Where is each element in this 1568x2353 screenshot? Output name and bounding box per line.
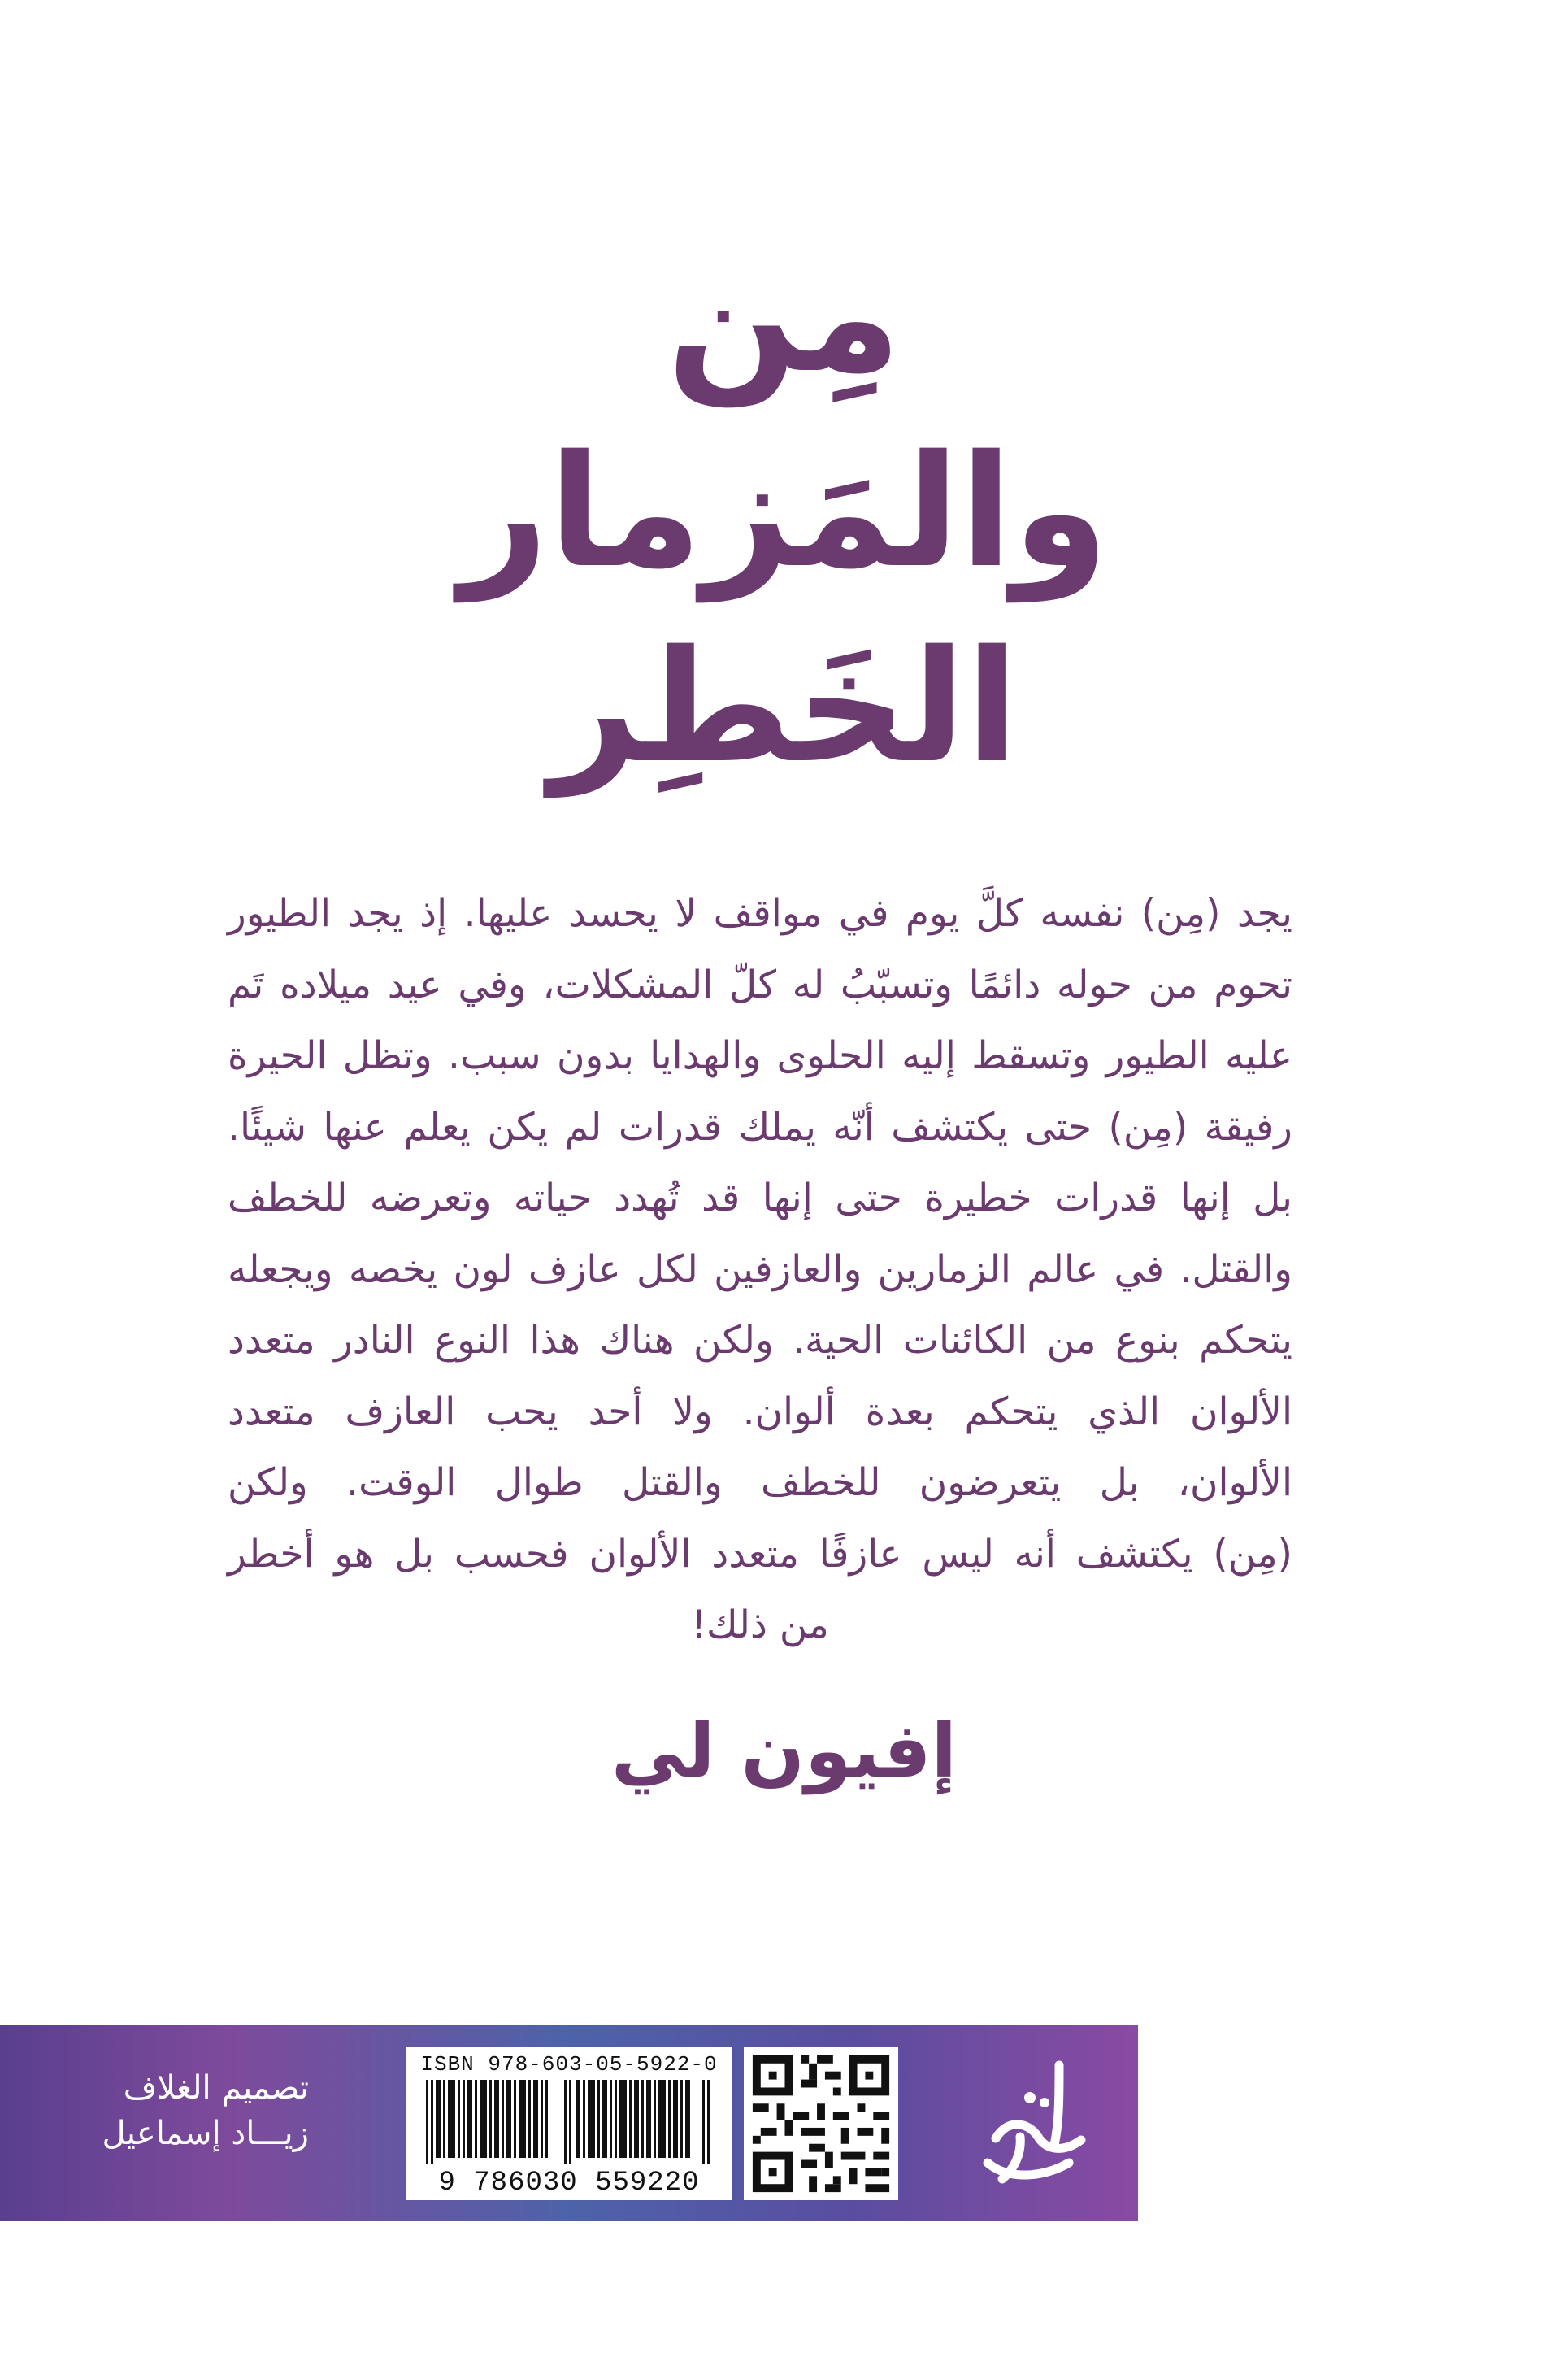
synopsis-line: عليه الطيور وتسقط إليه الحلوى والهدايا بدون سبب. وتظل الحيرة bbox=[228, 1033, 1292, 1078]
synopsis-line: (مِن) يكتشف أنه ليس عازفًا متعدد الألوان فحسب بل هو أخطر bbox=[228, 1531, 1292, 1577]
title-line-1: مِن bbox=[667, 227, 901, 407]
designer-name: زيـــاد إسماعيل bbox=[102, 2115, 309, 2152]
title-line-2: والمَزمار bbox=[459, 422, 1109, 602]
isbn-label: ISBN 978-603-05-5922-0 bbox=[420, 2052, 718, 2077]
cover-design-credit bbox=[65, 2065, 309, 2156]
synopsis-line: الألوان الذي يتحكم بعدة ألوان. ولا أحد يحب العازف متعدد bbox=[228, 1389, 1292, 1434]
barcode-icon bbox=[426, 2080, 712, 2164]
title-line-3: الخَطِر bbox=[549, 617, 1019, 797]
synopsis-line: رفيقة (مِن) حتى يكتشف أنّه يملك قدرات لم يكن يعلم عنها شيئًا. bbox=[228, 1104, 1292, 1150]
qr-code bbox=[744, 2047, 898, 2200]
synopsis-line: تحوم من حوله دائمًا وتسبّبُ له كلّ المشكلات، وفي عيد ميلاده تَم bbox=[228, 962, 1292, 1007]
synopsis-line-last: من ذلك! bbox=[691, 1603, 829, 1647]
author-name: إفيون لي bbox=[610, 1707, 958, 1794]
publisher-logo-icon bbox=[963, 2041, 1110, 2203]
design-label: تصميم الغلاف bbox=[123, 2069, 309, 2107]
synopsis-line: يتحكم بنوع من الكائنات الحية. ولكن هناك هذا النوع النادر متعدد bbox=[228, 1318, 1292, 1363]
qr-code-icon bbox=[744, 2047, 898, 2200]
synopsis-line: والقتل. في عالم الزمارين والعازفين لكل عازف لون يخصه ويجعله bbox=[228, 1246, 1292, 1292]
synopsis bbox=[228, 878, 1292, 1661]
synopsis-line: بل إنها قدرات خطيرة حتى إنها قد تُهدد حياته وتعرضه للخطف bbox=[228, 1176, 1292, 1220]
synopsis-line: يجد (مِن) نفسه كلَّ يوم في مواقف لا يحسد عليها. إذ يجد الطيور bbox=[228, 891, 1292, 936]
isbn-digits: 9 786030 559220 bbox=[438, 2168, 700, 2199]
isbn-barcode bbox=[406, 2047, 732, 2200]
book-title bbox=[0, 220, 1568, 805]
synopsis-line: الألوان، بل يتعرضون للخطف والقتل طوال الوقت. ولكن bbox=[228, 1460, 1292, 1505]
